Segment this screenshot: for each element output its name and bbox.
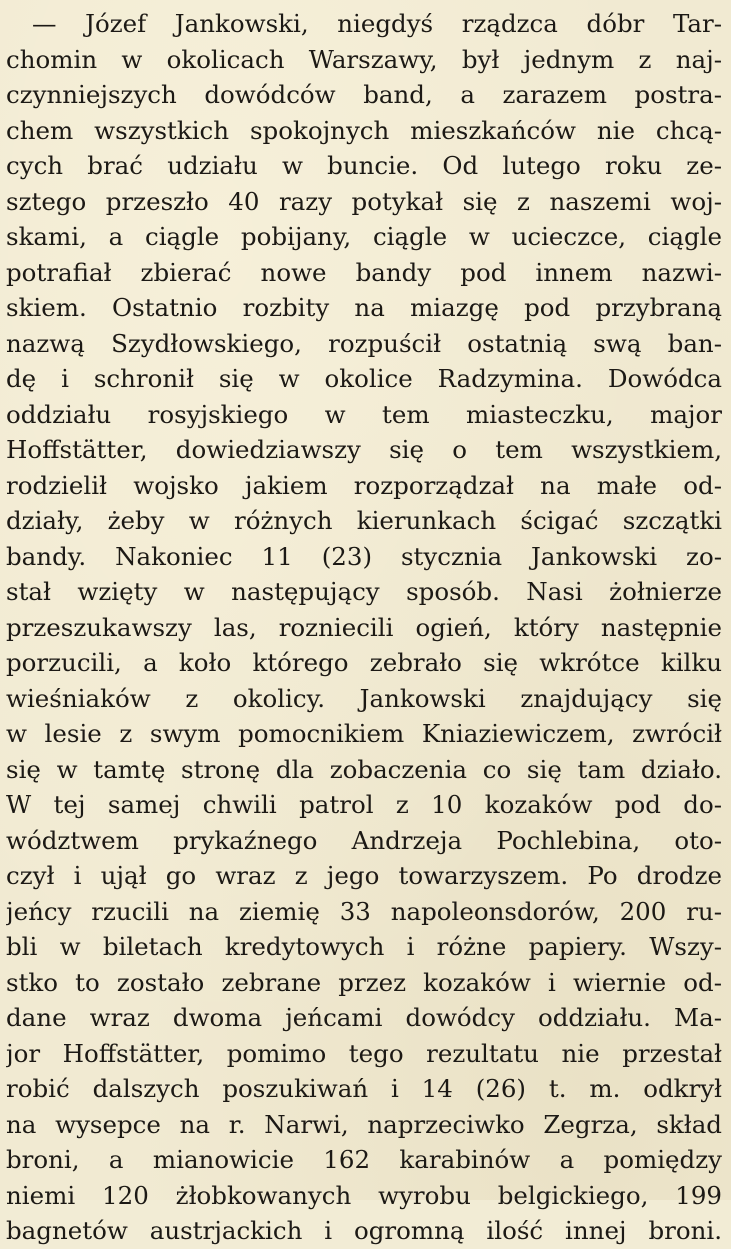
article-line: porzucili, a koło którego zebrało się wkrótce kilku (6, 648, 722, 677)
article-line: rodzielił wojsko jakiem rozporządzał na małe od- (6, 470, 722, 500)
article-line: chomin w okolicach Warszawy, był jednym z naj- (6, 44, 722, 74)
article-line: cych brać udziału w buncie. Od lutego roku ze- (6, 151, 722, 180)
article-line: niemi 120 żłobkowanych wyrobu belgickiego, 199 (6, 1180, 722, 1210)
article-line: sztego przeszło 40 razy potykał się z naszemi woj- (6, 186, 722, 216)
article-line: bandy. Nakoniec 11 (23) stycznia Jankowski zo- (6, 541, 722, 571)
article-line: czył i ujął go wraz z jego towarzyszem. Po drodze (6, 861, 722, 890)
article-line: Hoffstätter, dowiedziawszy się o tem wszystkiem, (6, 435, 722, 464)
article-line: się w tamtę stronę dla zobaczenia co się tam działo. (6, 754, 722, 784)
article-line: — Józef Jankowski, niegdyś rządzca dóbr Tar- (32, 9, 722, 38)
article-line: robić dalszych poszukiwań i 14 (26) t. m. odkrył (6, 1074, 722, 1103)
article-line: skami, a ciągle pobijany, ciągle w ucieczce, ciągle (6, 222, 722, 251)
article-line: dane wraz dwoma jeńcami dowódcy oddziału. Ma- (6, 1003, 722, 1032)
article-line: na wysepce na r. Narwi, naprzeciwko Zegrza, skład (6, 1109, 722, 1139)
article-line: stko to zostało zebrane przez kozaków i wiernie od- (6, 967, 722, 997)
article-line: jor Hoffstätter, pomimo tego rezultatu nie przestał (6, 1038, 722, 1068)
article-line: skiem. Ostatnio rozbity na miazgę pod przybraną (6, 293, 722, 322)
article-line: przeszukawszy las, rozniecili ogień, który następnie (6, 612, 722, 642)
article-line: wieśniaków z okolicy. Jankowski znajdujący się (6, 683, 722, 713)
article-column (6, 6, 722, 1249)
article-line: chem wszystkich spokojnych mieszkańców nie chcą- (6, 115, 722, 145)
article-line: działy, żeby w różnych kierunkach ścigać szczątki (6, 506, 722, 535)
article-line: dę i schronił się w okolice Radzymina. Dowódca (6, 364, 722, 393)
article-line: czynniejszych dowódców band, a zarazem postra- (6, 80, 722, 109)
article-line: potrafiał zbierać nowe bandy pod innem nazwi- (6, 257, 722, 287)
article-line: nazwą Szydłowskiego, rozpuścił ostatnią swą ban- (6, 328, 722, 358)
article-line: W tej samej chwili patrol z 10 kozaków pod do- (6, 790, 722, 819)
article-line: stał wzięty w następujący sposób. Nasi żołnierze (6, 577, 722, 606)
article-line: oddziału rosyjskiego w tem miasteczku, major (6, 399, 722, 429)
article-line: bli w biletach kredytowych i różne papiery. Wszy- (6, 932, 722, 961)
article-line: wództwem prykaźnego Andrzeja Pochlebina, oto- (6, 825, 722, 855)
article-line: jeńcy rzucili na ziemię 33 napoleonsdorów, 200 ru- (6, 896, 722, 926)
article-line: bagnetów austrjackich i ogromną ilość innej broni. (6, 1216, 722, 1245)
article-line: w lesie z swym pomocnikiem Kniaziewiczem, zwrócił (6, 719, 722, 748)
article-line: broni, a mianowicie 162 karabinów a pomiędzy (6, 1145, 722, 1174)
